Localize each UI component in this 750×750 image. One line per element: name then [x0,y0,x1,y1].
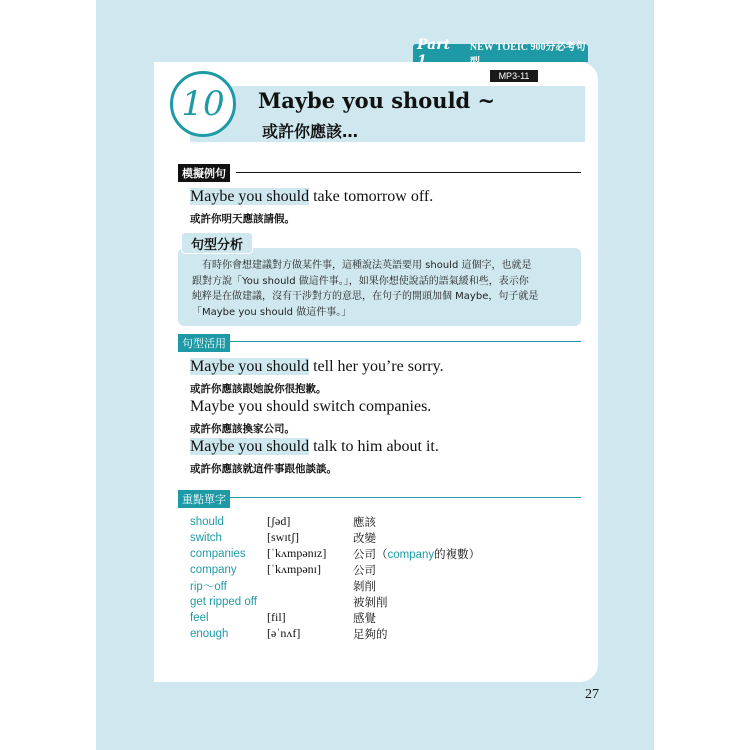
practice-sentence [190,358,444,376]
sample-highlight: Maybe you should [190,188,310,205]
sample-translation: 或許你明天應該請假。 [190,213,295,225]
analysis-line: 「Maybe you should 做這件事。」 [192,306,352,318]
vocab-row [190,594,257,608]
vocab-row [190,626,228,640]
vocab-meaning: 公司 [353,563,376,577]
vocab-word: company [190,564,237,576]
mp3-track-badge: MP3-11 [490,70,538,82]
vocab-word: enough [190,628,229,640]
vocab-ipa: [swɪtʃ] [267,530,299,544]
analysis-line: 跟對方說「You should 做這件事。」，如果你想使說話的語氣緩和些，表示你 [192,275,529,287]
lesson-number-circle [170,71,236,137]
vocab-meaning: 被剝削 [353,595,388,609]
practice-section-rule [230,341,581,342]
practice-highlight: Maybe you should [190,358,310,375]
sample-sentence [190,188,433,206]
practice-translation: 或許你應該換家公司。 [190,423,295,435]
practice-highlight: Maybe you should [190,438,310,455]
vocab-row [190,546,246,560]
vocab-ipa: [ˈkʌmpənɪz] [267,546,327,560]
vocab-word: rip～off [190,581,227,593]
page-number: 27 [585,687,599,702]
vocab-ipa: [fil] [267,610,286,624]
vocab-meaning: 足夠的 [353,627,388,641]
practice-rest: talk to him about it. [309,438,439,455]
vocab-meaning: 剝削 [353,579,376,593]
vocab-ipa: [ˈkʌmpənɪ] [267,562,321,576]
vocab-word: feel [190,612,209,624]
analysis-line: 有時你會想建議對方做某件事，這種說法英語要用 should 這個字，也就是 [202,260,532,271]
analysis-line: 純粹是在做建議，沒有干涉對方的意思，在句子的開頭加個 Maybe，句子就是 [192,291,539,302]
lesson-number: 10 [181,84,225,124]
book-title: NEW TOEIC 900分必考句型 [469,42,586,68]
part-label: Part 1 [417,37,451,69]
practice-rest: tell her you’re sorry. [309,358,444,375]
sample-section-label: 模擬例句 [178,164,230,182]
vocab-section-label: 重點單字 [178,490,230,508]
vocab-ipa: [ʃəd] [267,514,291,528]
analysis-label: 句型分析 [181,232,253,254]
vocab-meaning-text: 公司（ [353,547,388,561]
vocab-section-rule [230,497,581,498]
practice-section-label: 句型活用 [178,334,230,352]
vocab-word: switch [190,532,222,544]
vocab-word: companies [190,548,246,560]
vocab-meaning: 感覺 [353,611,376,625]
vocab-meaning: 應該 [353,515,376,529]
practice-sentence [190,398,431,416]
practice-translation: 或許你應該就這件事跟他談談。 [190,463,337,475]
vocab-row [190,610,209,624]
vocab-row [190,530,222,544]
sample-section-rule [236,172,581,173]
vocab-meaning-tail: 的複數） [434,547,481,561]
vocab-meaning-note: company [387,549,435,561]
vocab-word: should [190,516,224,528]
vocab-row [190,578,227,594]
practice-sentence [190,438,439,456]
vocab-meaning: 改變 [353,531,376,545]
practice-rest: Maybe you should switch companies. [190,398,432,415]
part-banner [413,37,588,69]
vocab-row [190,562,237,576]
sample-rest: take tomorrow off. [309,188,434,205]
vocab-ipa: [əˈnʌf] [267,626,301,640]
lesson-title-en: Maybe you should ~ [258,88,496,113]
vocab-row [190,514,224,528]
lesson-title-zh: 或許你應該… [262,122,359,141]
vocab-word: get ripped off [190,596,257,608]
vocab-meaning [353,546,480,562]
practice-translation: 或許你應該跟她說你很抱歉。 [190,383,327,395]
analysis-text [192,258,572,320]
